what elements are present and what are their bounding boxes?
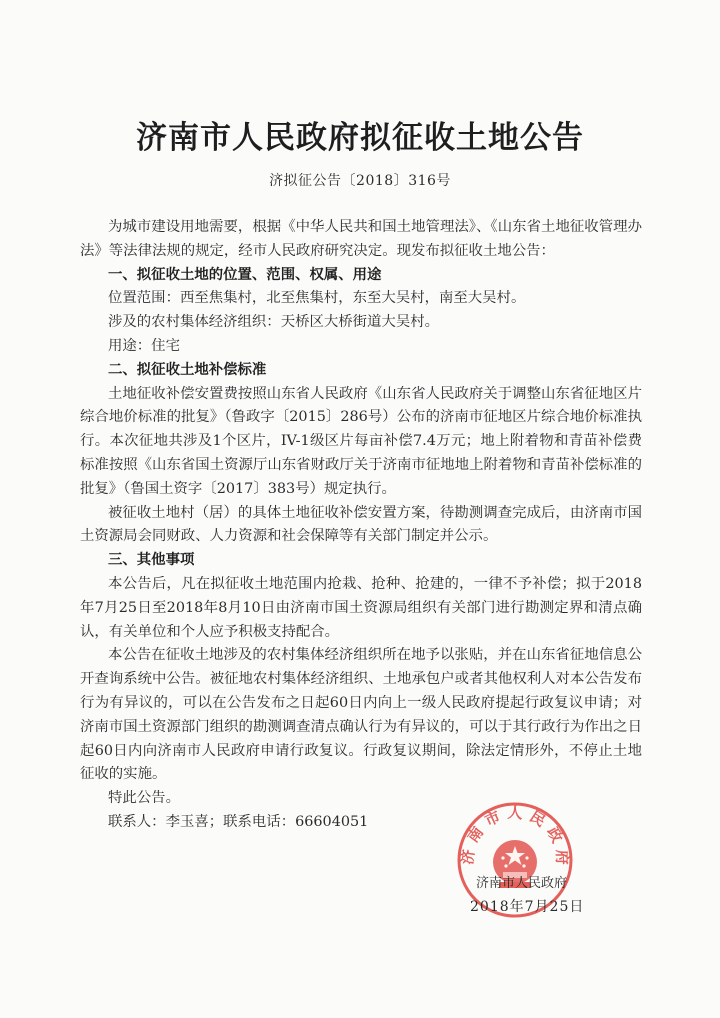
document-title: 济南市人民政府拟征收土地公告 [136,120,584,156]
intro-paragraph: 为城市建设用地需要，根据《中华人民共和国土地管理法》、《山东省土地征收管理办法》等法律法规的规定，经市人民政府研究决定。现发布拟征收土地公告： [80,219,642,259]
document-number: 济拟征公告〔2018〕316号 [269,173,451,189]
svg-text:济南市人民政府: 济南市人民政府 [458,803,572,871]
closing-line: 特此公告。 [108,790,180,807]
compensation-standard: 土地征收补偿安置费按照山东省人民政府《山东省人民政府关于调整山东省征地区片综合地价标准的批复》（鲁政字〔2015〕286号）公布的济南市征地区片综合地价标准执行。本次征地共涉及1个区片，IV-1级区片每亩补偿7.4万元；地上附着物和青苗补偿费标准按照《山东省国土资源厅山东省财政厅关于济南市征地地上附着物和青苗补偿标准的批复》（鲁国土资字〔2017〕383号）规定执行。 [80,385,642,497]
appeal-notice: 本公告在征收土地涉及的农村集体经济组织所在地予以张贴，并在山东省征地信息公开查询系统中公告。被征地农村集体经济组织、土地承包户或者其他权利人对本公告发布行为有异议的，可以在公告发布之日起60日内向上一级人民政府提起行政复议申请；对济南市国土资源部门组织的勘测调查清点确认行为有异议的，可以于其行政行为作出之日起60日内向济南市人民政府申请行政复议。行政复议期间，除法定情形外，不停止土地征收的实施。 [80,647,642,783]
issue-date: 2018年7月25日 [470,899,585,915]
location-range: 位置范围：西至焦集村，北至焦集村，东至大吴村，南至大吴村。 [108,290,526,307]
section-heading-1: 一、拟征收土地的位置、范围、权属、用途 [108,266,382,283]
section-heading-3: 三、其他事项 [108,552,195,569]
contact-info: 联系人：李玉喜；联系电话：66604051 [108,813,369,830]
collective-organization: 涉及的农村集体经济组织：天桥区大桥街道大吴村。 [108,314,439,331]
signing-organization: 济南市人民政府 [476,876,568,891]
survey-notice: 本公告后，凡在拟征收土地范围内抢栽、抢种、抢建的，一律不予补偿；拟于2018年7月25日至2018年8月10日由济南市国土资源局组织有关部门进行勘测定界和清点确认，有关单位和个人应予积极支持配合。 [80,575,642,640]
resettlement-plan: 被征收土地村（居）的具体土地征收补偿安置方案，待勘测调查完成后，由济南市国土资源局会同财政、人力资源和社会保障等有关部门制定并公示。 [80,504,642,545]
land-use: 用途：住宅 [108,337,180,354]
document-body [80,216,642,835]
section-heading-2: 二、拟征收土地补偿标准 [108,361,267,378]
